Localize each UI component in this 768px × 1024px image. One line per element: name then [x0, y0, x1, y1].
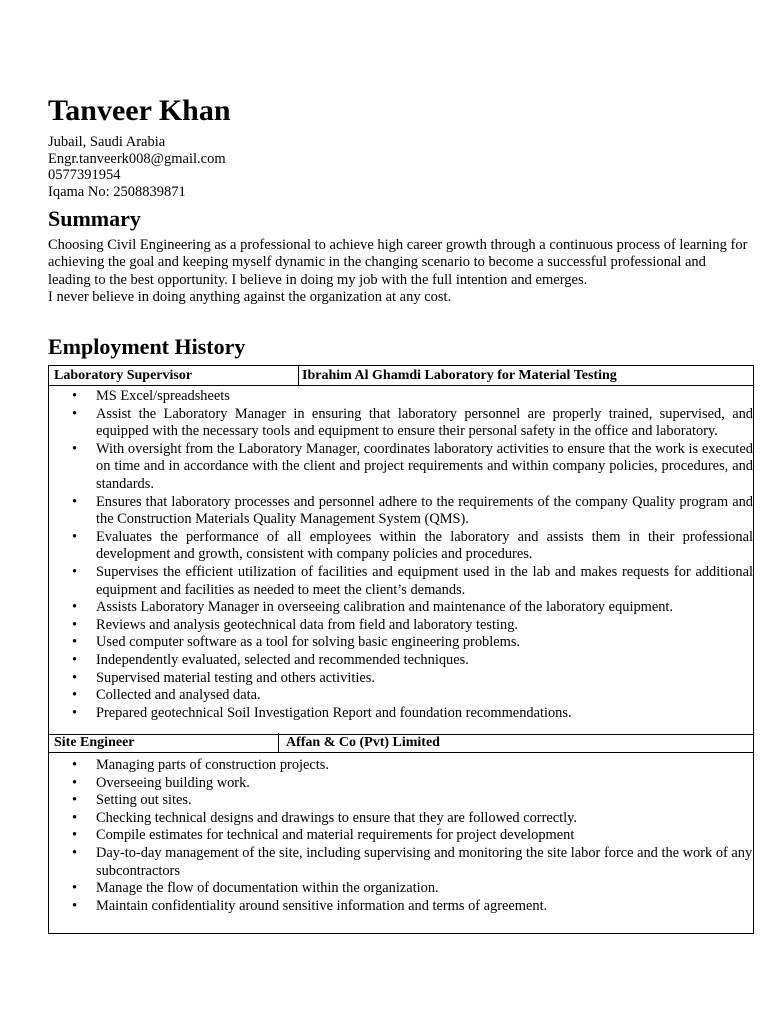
job-company: Affan & Co (Pvt) Limited — [286, 735, 440, 750]
duty-item: • Independently evaluated, selected and recommended techniques. — [49, 652, 753, 670]
duty-item: • Evaluates the performance of all employees within the laboratory and assists them in their professional development and growth, consistent with company policies and procedures. — [49, 529, 753, 564]
job-entry-site-engineer — [48, 733, 754, 934]
duty-item: • Assists Laboratory Manager in overseeing calibration and maintenance of the laboratory equipment. — [49, 599, 753, 617]
duty-item: • Managing parts of construction projects. — [49, 757, 753, 775]
duty-item: • Overseeing building work. — [49, 775, 753, 793]
contact-phone: 0577391954 — [48, 167, 121, 184]
job-entry-laboratory-supervisor — [48, 365, 754, 735]
duty-item: • Day-to-day management of the site, including supervising and monitoring the site labor force and the work of any subcontractors — [49, 845, 753, 880]
job-header — [49, 366, 753, 386]
duty-item: • Ensures that laboratory processes and personnel adhere to the requirements of the company Quality program and the Construction Materials Quality Management System (QMS). — [49, 494, 753, 529]
duty-item: • Collected and analysed data. — [49, 687, 753, 705]
duty-item: • Assist the Laboratory Manager in ensuring that laboratory personnel are properly trained, supervised, and equipped with the necessary tools and equipment to ensure their personal safety in the office and laboratory. — [49, 406, 753, 441]
duty-item: • Supervises the efficient utilization of facilities and equipment used in the lab and makes requests for additional equipment and facilities as needed to meet the client’s demands. — [49, 564, 753, 599]
summary-heading: Summary — [48, 206, 141, 231]
job-company: Ibrahim Al Ghamdi Laboratory for Material Testing — [302, 368, 617, 383]
job-header — [49, 733, 753, 753]
candidate-name: Tanveer Khan — [48, 94, 231, 127]
duty-item: • Compile estimates for technical and material requirements for project development — [49, 827, 753, 845]
duty-item: • MS Excel/spreadsheets — [49, 388, 753, 406]
employment-heading: Employment History — [48, 334, 246, 359]
duty-item: • Used computer software as a tool for solving basic engineering problems. — [49, 634, 753, 652]
duty-item: • Checking technical designs and drawings to ensure that they are followed correctly. — [49, 810, 753, 828]
duty-item: • Supervised material testing and others activities. — [49, 670, 753, 688]
duty-item: • Setting out sites. — [49, 792, 753, 810]
duty-item: • Prepared geotechnical Soil Investigation Report and foundation recommendations. — [49, 705, 753, 723]
contact-block — [48, 134, 226, 200]
job-title: Laboratory Supervisor — [49, 366, 299, 385]
job-duties-list — [49, 753, 753, 915]
contact-iqama: Iqama No: 2508839871 — [48, 183, 186, 200]
summary-text: Choosing Civil Engineering as a professional to achieve high career growth through a continuous process of learning for achieving the goal and keeping myself dynamic in the changing scenario to become a successful professional and leading to the best opportunity. I believe in doing my job with the full intention and emerges. I never believe in doing anything against the organization at any cost. — [48, 237, 748, 305]
duty-item: • Manage the flow of documentation within the organization. — [49, 880, 753, 898]
contact-location: Jubail, Saudi Arabia — [48, 134, 166, 150]
duty-item: • With oversight from the Laboratory Manager, coordinates laboratory activities to ensure that the work is executed on time and in accordance with the client and project requirements and within company policies, procedures, and standards. — [49, 441, 753, 494]
job-duties-list — [49, 386, 753, 722]
job-title: Site Engineer — [49, 733, 279, 752]
contact-email: Engr.tanveerk008@gmail.com — [48, 150, 226, 167]
duty-item: • Reviews and analysis geotechnical data from field and laboratory testing. — [49, 617, 753, 635]
duty-item: • Maintain confidentiality around sensitive information and terms of agreement. — [49, 898, 753, 916]
